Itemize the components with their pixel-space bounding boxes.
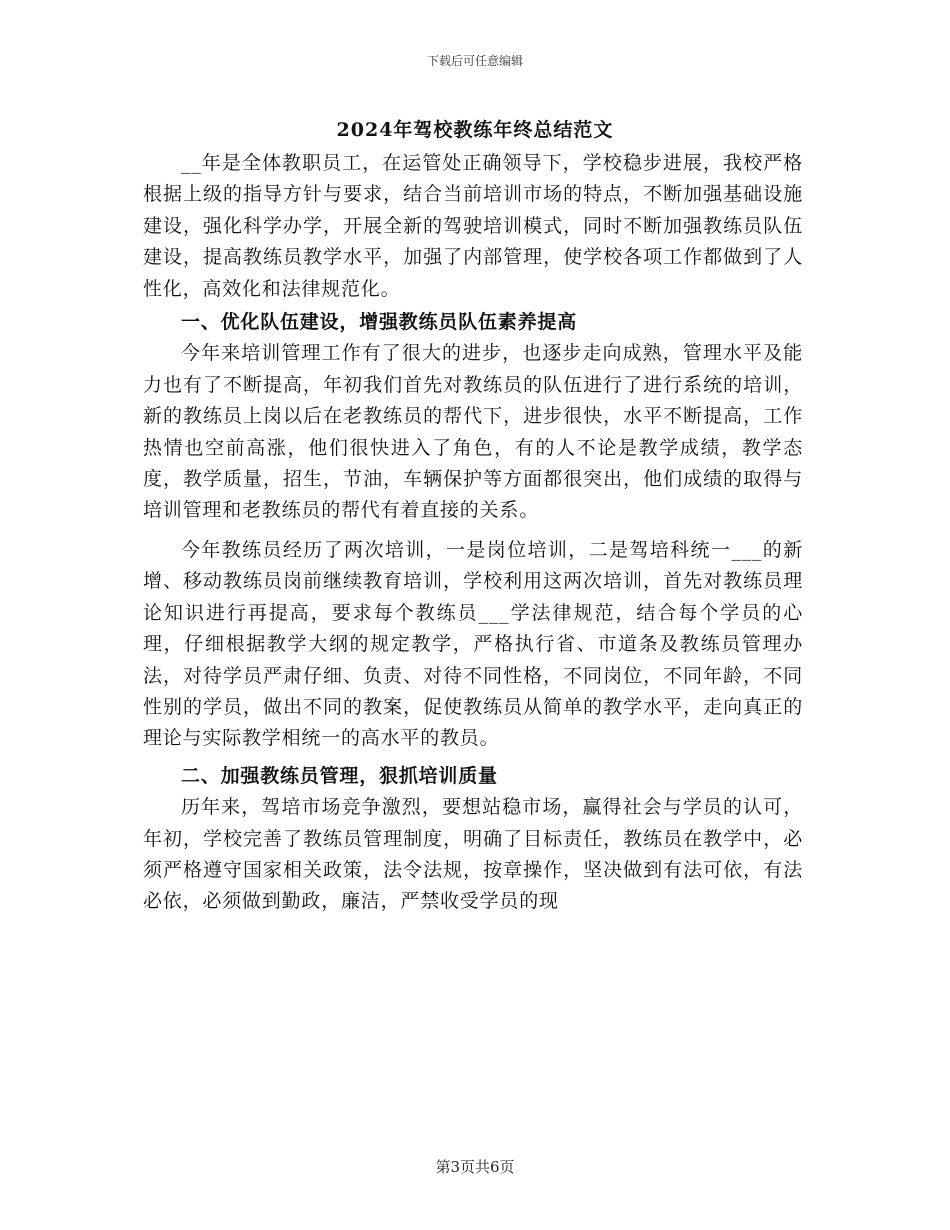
section2-paragraph-1: 历年来，驾培市场竞争激烈，要想站稳市场，赢得社会与学员的认可，年初，学校完善了教练员管理制度，明确了目标责任，教练员在教学中，必须严格遵守国家相关政策，法令法规，按章操作，坚决做到有法可依，有法必依，必须做到勤政，廉洁，严禁收受学员的现	[143, 796, 803, 913]
section-heading-2: 二、加强教练员管理，狠抓培训质量	[181, 764, 498, 787]
document-body	[143, 148, 803, 918]
page-footer: 第3页共6页	[435, 1158, 515, 1176]
document-title: 2024年驾校教练年终总结范文	[336, 119, 614, 141]
intro-paragraph: __年是全体教职员工，在运管处正确领导下，学校稳步进展，我校严格根据上级的指导方针与要求，结合当前培训市场的特点，不断加强基础设施建设，强化科学办学，开展全新的驾驶培训模式，同时不断加强教练员队伍建设，提高教练员教学水平，加强了内部管理，使学校各项工作都做到了人性化，高效化和法律规范化。	[143, 152, 803, 300]
section1-paragraph-1: 今年来培训管理工作有了很大的进步，也逐步走向成熟，管理水平及能力也有了不断提高，年初我们首先对教练员的队伍进行了进行系统的培训，新的教练员上岗以后在老教练员的帮代下，进步很快，水平不断提高，工作热情也空前高涨，他们很快进入了角色，有的人不论是教学成绩，教学态度，教学质量，招生，节油，车辆保护等方面都很突出，他们成绩的取得与培训管理和老教练员的帮代有着直接的关系。	[143, 342, 803, 522]
header-note: 下载后可任意编辑	[426, 54, 523, 68]
section1-paragraph-2: 今年教练员经历了两次培训，一是岗位培训，二是驾培科统一___的新增、移动教练员岗前继续教育培训，学校利用这两次培训，首先对教练员理论知识进行再提高，要求每个教练员___学法律规范，结合每个学员的心理，仔细根据教学大纲的规定教学，严格执行省、市道条及教练员管理办法，对待学员严肃仔细、负责、对待不同性格，不同岗位，不同年龄，不同性别的学员，做出不同的教案，促使教练员从简单的教学水平，走向真正的理论与实际教学相统一的高水平的教员。	[143, 538, 803, 750]
section-heading-1: 一、优化队伍建设，增强教练员队伍素养提高	[181, 311, 578, 334]
